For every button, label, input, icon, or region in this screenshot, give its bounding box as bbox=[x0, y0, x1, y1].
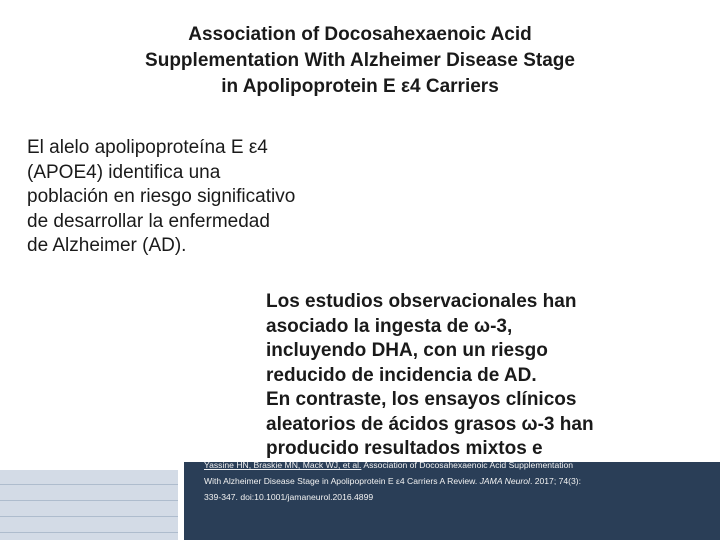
body-line: En contraste, los ensayos clínicos bbox=[266, 389, 577, 410]
title-line-2: Supplementation With Alzheimer Disease Stage bbox=[145, 50, 575, 71]
intro-line: El alelo apolipoproteína E ε4 bbox=[27, 137, 268, 158]
reference-line-1 bbox=[204, 457, 704, 473]
intro-line: de desarrollar la enfermedad bbox=[27, 210, 270, 232]
title-line-1: Association of Docosahexaenoic Acid bbox=[188, 24, 532, 45]
intro-line: población en riesgo significativo bbox=[27, 186, 296, 207]
intro-line: de Alzheimer (AD). bbox=[27, 235, 187, 256]
body-paragraph bbox=[266, 290, 706, 460]
reference-text: Association of Docosahexaenoic Acid Supplementation bbox=[361, 460, 574, 470]
reference-line-2 bbox=[204, 473, 704, 489]
reference-text: . 2017; 74(3): bbox=[529, 476, 582, 486]
footer-decor-panel bbox=[0, 470, 178, 540]
slide-title bbox=[60, 22, 660, 100]
body-line: aleatorios de ácidos grasos ω-3 han bbox=[266, 413, 594, 435]
body-line: incluyendo DHA, con un riesgo bbox=[266, 340, 548, 361]
footer-decor-line bbox=[0, 484, 178, 485]
footer-decor-line bbox=[0, 516, 178, 517]
reference-citation bbox=[204, 457, 704, 505]
body-line: reducido de incidencia de AD. bbox=[266, 364, 537, 386]
intro-line: (APOE4) identifica una bbox=[27, 161, 221, 183]
reference-line-3: 339-347. doi:10.1001/jamaneurol.2016.4899 bbox=[204, 492, 374, 502]
intro-paragraph bbox=[27, 136, 427, 259]
body-line: asociado la ingesta de ω-3, bbox=[266, 315, 513, 337]
body-line: Los estudios observacionales han bbox=[266, 291, 577, 312]
footer-decor-line bbox=[0, 532, 178, 533]
footer-decor-line bbox=[0, 500, 178, 501]
reference-text: With Alzheimer Disease Stage in Apolipoprotein E ε4 Carriers A Review. bbox=[204, 476, 480, 486]
reference-authors-link[interactable]: Yassine HN, Braskie MN, Mack WJ, et al. bbox=[204, 460, 362, 470]
body-line: producido resultados mixtos e bbox=[266, 438, 543, 459]
title-line-3: in Apolipoprotein E ε4 Carriers bbox=[221, 76, 499, 97]
reference-journal: JAMA Neurol bbox=[479, 476, 530, 486]
